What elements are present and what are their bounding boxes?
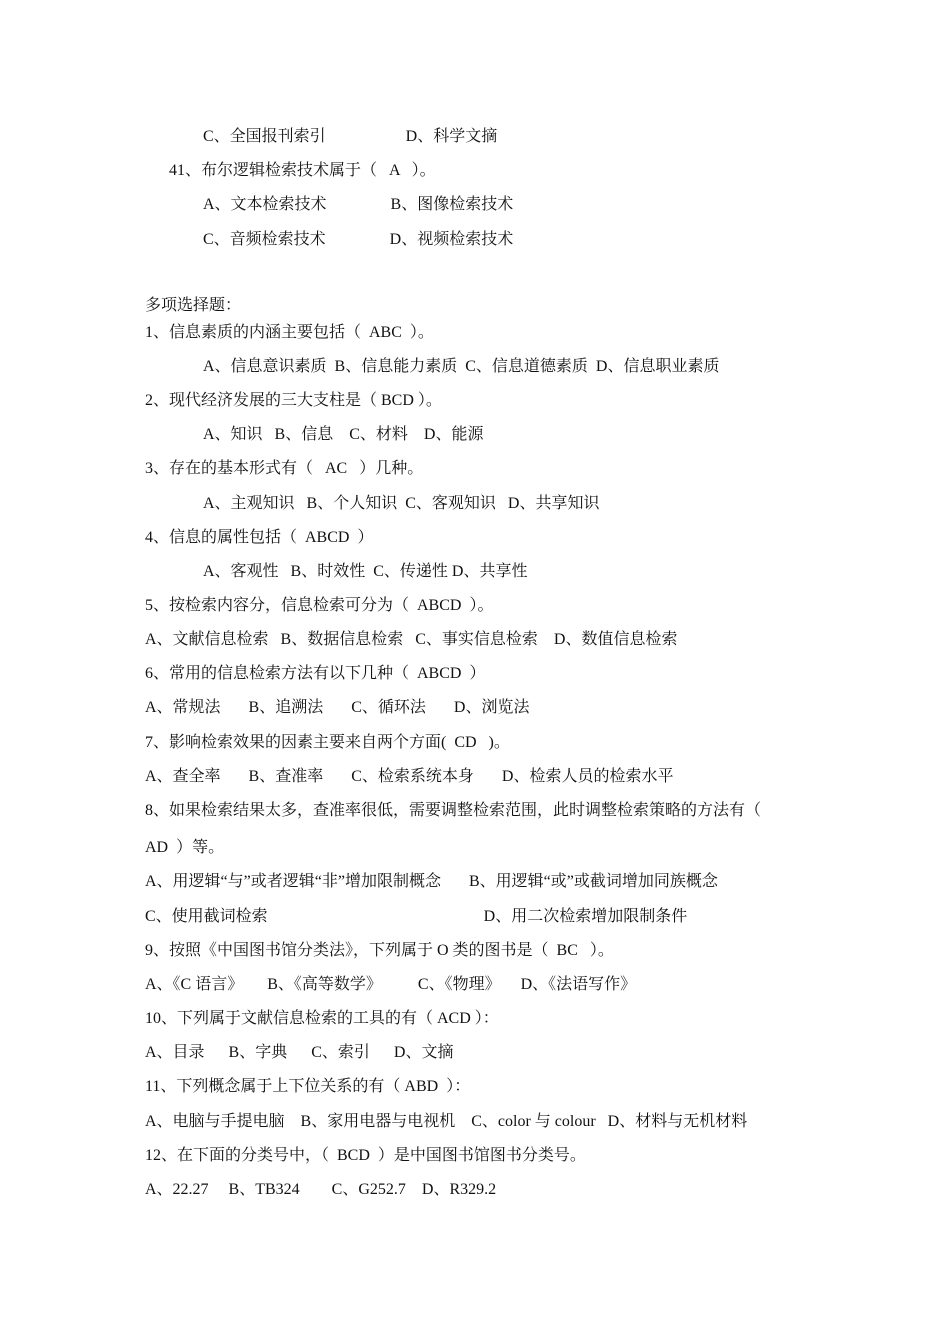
question-4: 4、信息的属性包括（ ABCD ） bbox=[145, 529, 374, 546]
question-5: 5、按检索内容分，信息检索可分为（ ABCD ）。 bbox=[145, 597, 494, 614]
option-line: A、22.27 B、TB324 C、G252.7 D、R329.2 bbox=[145, 1181, 497, 1198]
option-line: A、查全率 B、查准率 C、检索系统本身 D、检索人员的检索水平 bbox=[145, 768, 674, 785]
question-2: 2、现代经济发展的三大支柱是（ BCD ）。 bbox=[145, 392, 442, 409]
option-line: A、用逻辑“与”或者逻辑“非”增加限制概念 B、用逻辑“或”或截词增加同族概念 bbox=[145, 873, 718, 890]
option-line: A、电脑与手提电脑 B、家用电器与电视机 C、color 与 colour D、材料与无机材料 bbox=[145, 1113, 748, 1130]
question-3: 3、存在的基本形式有（ AC ）几种。 bbox=[145, 460, 424, 477]
option-line: A、目录 B、字典 C、索引 D、文摘 bbox=[145, 1044, 454, 1061]
question-6: 6、常用的信息检索方法有以下几种（ ABCD ） bbox=[145, 665, 486, 682]
question-1: 1、信息素质的内涵主要包括（ ABC ）。 bbox=[145, 324, 434, 341]
option-line: A、常规法 B、追溯法 C、循环法 D、浏览法 bbox=[145, 699, 530, 716]
option-line: A、文本检索技术 B、图像检索技术 bbox=[203, 196, 514, 213]
option-line: A、客观性 B、时效性 C、传递性 D、共享性 bbox=[203, 563, 528, 580]
section-heading: 多项选择题： bbox=[145, 297, 242, 314]
option-line: A、文献信息检索 B、数据信息检索 C、事实信息检索 D、数值信息检索 bbox=[145, 631, 678, 648]
option-line: A、信息意识素质 B、信息能力素质 C、信息道德素质 D、信息职业素质 bbox=[203, 358, 720, 375]
question-41: 41、布尔逻辑检索技术属于（ A ）。 bbox=[169, 162, 436, 179]
question-9: 9、按照《中国图书馆分类法》，下列属于 O 类的图书是（ BC ）。 bbox=[145, 942, 614, 959]
question-8: 8、如果检索结果太多，查准率很低，需要调整检索范围，此时调整检索策略的方法有（ bbox=[145, 802, 762, 819]
option-line: C、使用截词检索 D、用二次检索增加限制条件 bbox=[145, 908, 688, 925]
option-line: A、主观知识 B、个人知识 C、客观知识 D、共享知识 bbox=[203, 495, 600, 512]
question-7: 7、影响检索效果的因素主要来自两个方面( CD )。 bbox=[145, 734, 510, 751]
option-line: C、全国报刊索引 D、科学文摘 bbox=[203, 128, 498, 145]
question-10: 10、下列属于文献信息检索的工具的有（ ACD ）： bbox=[145, 1010, 499, 1027]
option-line: A、《C 语言》 B、《高等数学》 C、《物理》 D、《法语写作》 bbox=[145, 976, 637, 993]
option-line: A、知识 B、信息 C、材料 D、能源 bbox=[203, 426, 484, 443]
question-8-continued: AD ）等。 bbox=[145, 839, 225, 856]
question-12: 12、在下面的分类号中，（ BCD ）是中国图书馆图书分类号。 bbox=[145, 1147, 586, 1164]
option-line: C、音频检索技术 D、视频检索技术 bbox=[203, 231, 514, 248]
question-11: 11、下列概念属于上下位关系的有（ ABD ）： bbox=[145, 1078, 471, 1095]
